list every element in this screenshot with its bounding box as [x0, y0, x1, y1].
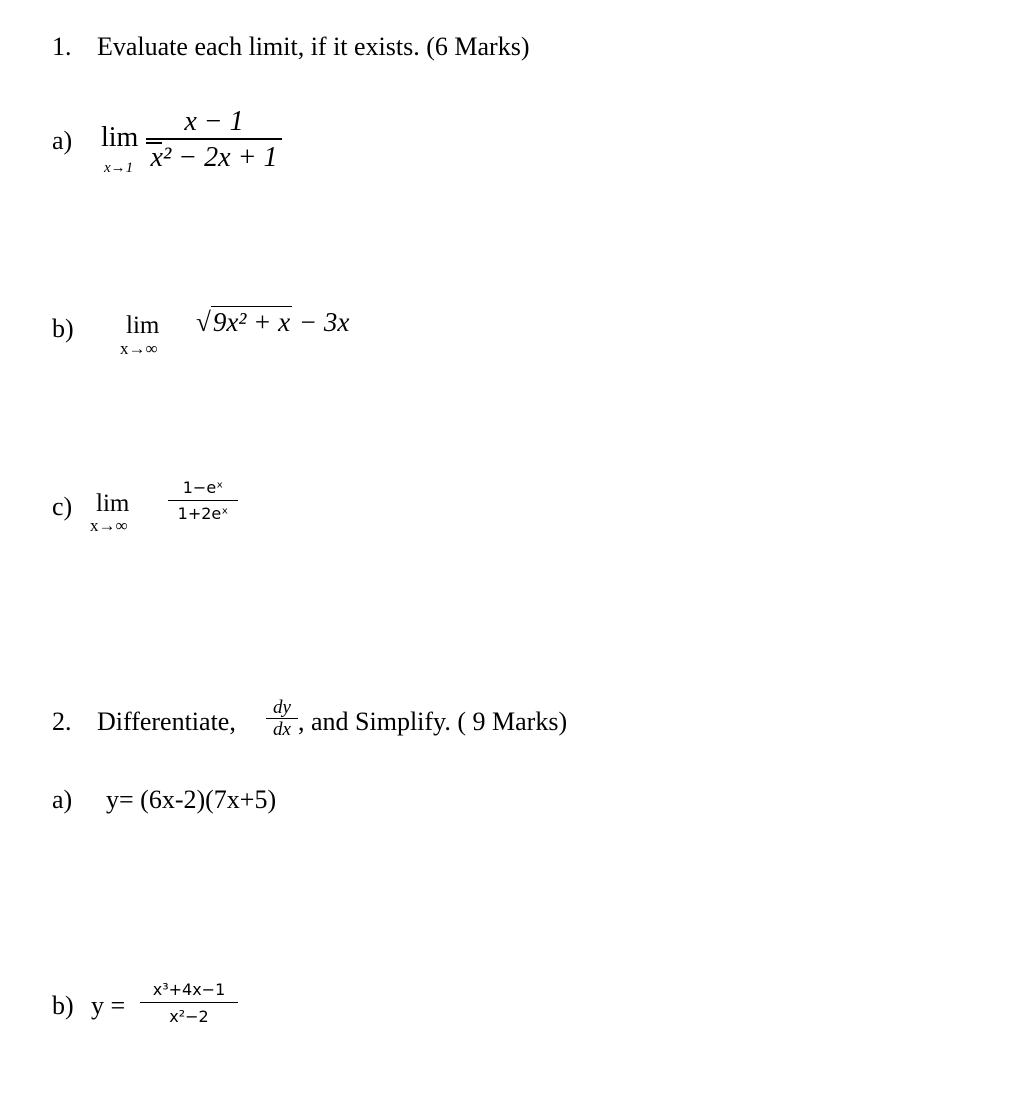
q1c-denominator: 1+2eˣ	[177, 504, 229, 524]
q1c-label: c)	[52, 492, 73, 521]
q2-dy: dy	[273, 697, 291, 718]
q2b-label: b)	[52, 991, 74, 1020]
q1b-expression	[196, 306, 349, 338]
q1b-radicand: 9x² + x	[212, 307, 291, 337]
q1b-lim: lim	[126, 312, 160, 339]
q2-dy-dx-fraction	[266, 697, 298, 740]
q1a-lim-subscript: x→1	[104, 160, 134, 176]
q1-title: Evaluate each limit, if it exists. (6 Marks)	[97, 32, 530, 61]
q1a-numerator: x − 1	[184, 106, 244, 137]
q1c-fraction	[168, 476, 238, 527]
q2b-denominator: x²−2	[169, 1007, 209, 1027]
q2b-numerator: x³+4x−1	[152, 980, 226, 999]
q1b-lim-subscript: x→∞	[120, 339, 158, 358]
q1a-lim: lim	[101, 122, 139, 153]
q1a-fraction	[146, 106, 282, 176]
q1c-lim-subscript: x→∞	[90, 516, 128, 535]
q1b-tail: − 3x	[292, 307, 350, 337]
q1c-numerator: 1−eˣ	[182, 478, 224, 497]
q2-dx: dx	[273, 719, 291, 741]
q2b-y-equals: y =	[91, 991, 126, 1020]
q1-number: 1.	[52, 32, 72, 61]
q1b-radical-sign: √	[196, 307, 211, 337]
q2a-label: a)	[52, 785, 73, 814]
q2-number: 2.	[52, 707, 72, 736]
q2a-expression: y= (6x-2)(7x+5)	[106, 785, 277, 814]
q1a-label: a)	[52, 126, 73, 155]
q1c-lim: lim	[96, 490, 130, 517]
q2-title-end: , and Simplify. ( 9 Marks)	[298, 707, 568, 736]
q1b-label: b)	[52, 314, 74, 343]
q1a-denominator: x² − 2x + 1	[150, 141, 278, 173]
q2b-fraction	[140, 978, 238, 1031]
q2-title-start: Differentiate,	[97, 707, 236, 736]
